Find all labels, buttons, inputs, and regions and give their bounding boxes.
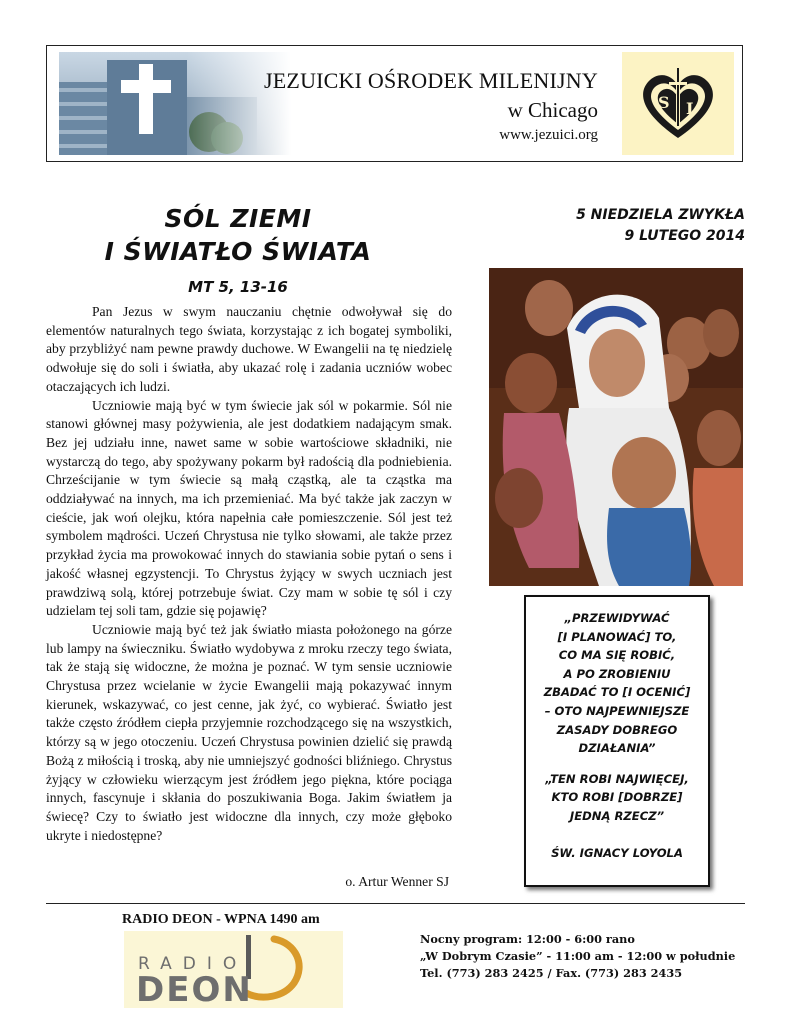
sunday-date: [576, 205, 745, 247]
header-url[interactable]: www.jezuici.org: [499, 127, 598, 143]
quote-line: DZIAŁANIA”: [578, 741, 656, 756]
deon-logo-radio-text: RADIO: [138, 954, 248, 974]
quote-line: JEDNĄ RZECZ”: [569, 808, 665, 823]
header-title: JEZUICKI OŚRODEK MILENIJNY: [264, 68, 598, 93]
mother-teresa-photo: [489, 268, 743, 586]
article-title-line1: SÓL ZIEMI: [164, 204, 312, 233]
article-paragraph: Uczniowie mają być w tym świecie jak sól w pokarmie. Sól nie stanowi głównej masy pożywienia, ale jest dodatkiem nadającym smak. Bez jej udziału inne, nawet same w sobie wartościowe składniki, nie wystarczą do tego, aby spożywany pokarm był radością dla podniebienia. Chrześcijanie w tym świecie są małą cząstką, ale ta cząstka ma oddziaływać na innych, ma ich przemieniać. Ma być także jak zaczyn w cieście, jak woń olejku, która napełnia całe pomieszczenie. Sól jest też symbolem mądrości. Uczeń Chrystusa nie tylko słowami, ale także przez przykład życia ma prowokować innych do stawiania sobie pytań o sens i jakość własnej egzystencji. To Chrystus żyjący w swych uczniach jest prawdziwą solą, której potrzebuje świat. Czy mam w sobie tę sól i czy udzielam tej soli tam, gdzie się pojawię?: [46, 397, 452, 619]
footer-divider: [46, 903, 745, 904]
radio-deon-logo: [124, 931, 343, 1008]
svg-text:S: S: [658, 93, 670, 112]
schedule-line: „W Dobrym Czasie” - 11:00 am - 12:00 w południe: [420, 949, 736, 963]
header-box: [46, 45, 743, 162]
header-subtitle: w Chicago: [507, 98, 598, 122]
quote-line: „TEN ROBI NAJWIĘCEJ,: [545, 771, 689, 786]
radio-schedule: [420, 931, 735, 982]
quote-line: ZBADAĆ TO [I OCENIĆ]: [543, 685, 691, 700]
article-paragraph: Pan Jezus w swym nauczaniu chętnie odwoływał się do elementów naturalnych tego świata, korzystając z ich bogatej symboliki, aby przybliżyć nam pewne prawdy duchowe. W Ewangelii na tę niedzielę odwołuje się do soli i światła, aby ukazać rolę i zadania uczniów wobec otaczających ich ludzi.: [46, 304, 452, 394]
article-author: o. Artur Wenner SJ: [345, 874, 449, 889]
article-title: [90, 202, 386, 268]
quote-one-thing: [526, 770, 708, 826]
quote-line: [I PLANOWAĆ] TO,: [557, 629, 677, 644]
article-paragraph: Uczniowie mają być też jak światło miasta położonego na górze lub lampy na świeczniku. Światło wydobywa z mroku rzeczy tego świata, tak że stają się widoczne, że można je poznać. W tym sensie uczniowie Chrystusa przez wcielanie w życie Ewangelii mają pokazywać innym kierunek, wskazywać, co jest cenne, jak żyć, co wybierać. Światło jest także często źródłem ciepła przyjemnie rozchodzącego się na wszystkich, którzy są w jego otoczeniu. Uczeń Chrystusa powinien dzielić się prawdą Bożą z miłością i troską, aby nie umniejszyć godności bliźniego. Chrystus żyjący w człowieku wierzącym jest źródłem jego piękna, które pociąga innych, fascynuje i skłania do poszukiwania Boga. Jakim światłem ja świecę? Czy to światło jest widoczne dla innych, czy może głęboko ukryte i niedostępne?: [46, 621, 452, 843]
church-cross-logo: [59, 52, 291, 155]
quote-line: CO MA SIĘ ROBIĆ,: [558, 648, 676, 663]
quote-signature: ŚW. IGNACY LOYOLA: [551, 845, 683, 860]
quote-line: KTO ROBI [DOBRZE]: [551, 790, 683, 805]
jesuits-chicago-seal: [622, 52, 734, 155]
svg-text:I: I: [686, 99, 694, 118]
article-title-line2: I ŚWIATŁO ŚWIATA: [104, 237, 372, 266]
radio-label: RADIO DEON - WPNA 1490 am: [122, 912, 320, 927]
scripture-reference: MT 5, 13-16: [188, 278, 288, 296]
quote-line: „PRZEWIDYWAĆ: [564, 611, 670, 625]
schedule-line: Tel. (773) 283 2425 / Fax. (773) 283 2435: [420, 966, 683, 980]
article-body: [46, 303, 452, 845]
quote-line: – OTO NAJPEWNIEJSZE: [544, 703, 690, 718]
quote-line: A PO ZROBIENIU: [563, 666, 671, 681]
quote-planning: [526, 609, 708, 758]
schedule-line: Nocny program: 12:00 - 6:00 rano: [420, 932, 635, 946]
sunday-date-text: 9 LUTEGO 2014: [624, 228, 745, 244]
ignatius-quote-box: [524, 595, 710, 887]
sunday-name: 5 NIEDZIELA ZWYKŁA: [576, 207, 745, 223]
deon-logo-main-text: DEON: [136, 970, 253, 1008]
quote-line: ZASADY DOBREGO: [556, 722, 678, 737]
